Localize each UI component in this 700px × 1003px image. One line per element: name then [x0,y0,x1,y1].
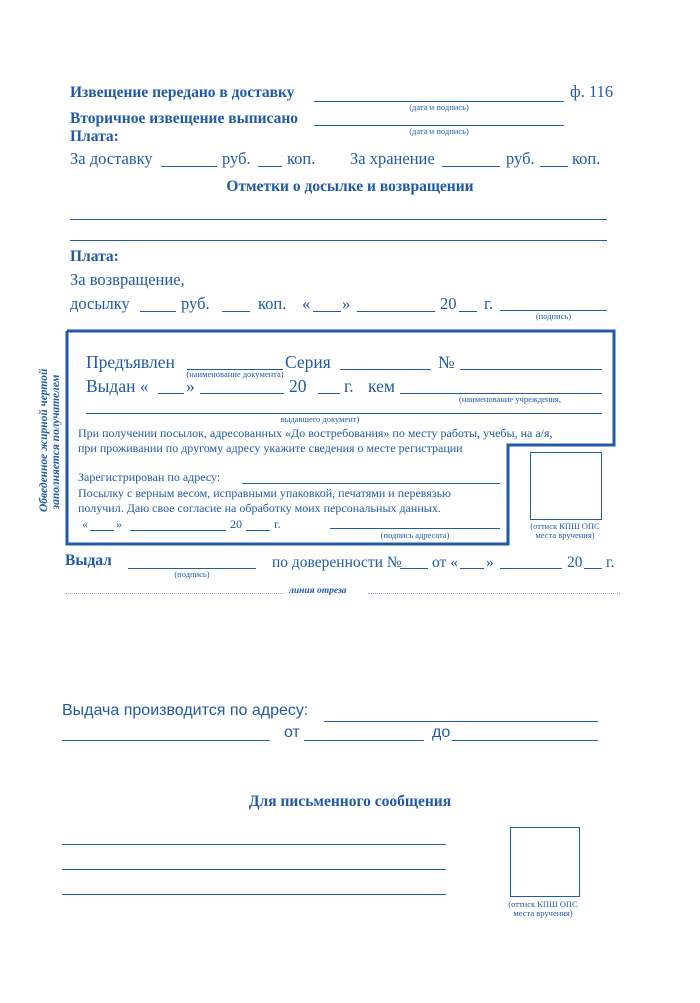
registered-address-field[interactable] [242,483,500,484]
from-label: от [284,724,300,741]
by-whom-label: кем [368,376,395,396]
sign-caption: (подпись) [535,311,572,321]
number-label: № [438,352,455,372]
proxy-number-field[interactable] [400,568,428,569]
address-field[interactable] [324,721,598,722]
consent-line-1: Посылку с верным весом, исправными упаковкой, печатями и перевязью [78,486,452,500]
consent-line-2: получил. Даю свое согласие на обработку моих персональных данных. [78,501,441,515]
secondary-notice-label: Вторичное извещение выписано [70,110,299,127]
kop-label: коп. [258,294,287,313]
institution-caption: (наименование учреждения, [459,394,561,404]
quote-close: » [342,294,351,313]
notice-sent-label: Извещение передано в доставку [70,84,295,101]
message-line-3[interactable] [62,894,446,895]
year-suffix: г. [344,376,354,396]
consent-day-field[interactable] [90,530,114,531]
series-label: Серия [285,352,331,372]
cut-line-label: линия отреза [289,586,347,596]
payment-title: Плата: [70,128,119,145]
date-year-suffix: г. [274,517,281,531]
sign-caption: (подпись) [174,569,210,579]
quote-close: » [486,554,494,571]
cut-line-right [368,593,620,594]
number-field[interactable] [460,369,602,370]
date-sign-caption: (дата и подпись) [409,102,469,112]
rub-label: руб. [506,149,535,168]
stamp-caption-bottom-2: места вручения) [513,908,573,918]
stamp-caption-2: места вручения) [535,530,595,540]
form-number: ф. 116 [570,82,614,101]
storage-label: За хранение [350,149,435,168]
issued-year-field[interactable] [318,393,340,394]
date-year-prefix: 20 [230,517,242,531]
to-field[interactable] [452,740,598,741]
from-label: от « [432,554,458,571]
stamp-box [530,452,602,520]
addressee-sign-field[interactable] [330,528,500,529]
address-label: Выдача производится по адресу: [62,702,309,719]
year-suffix: г. [484,294,494,313]
document-name-caption: (наименование документа) [186,369,284,379]
addressee-sign-caption: (подпись адресата) [380,530,450,540]
consent-month-field[interactable] [130,530,226,531]
presented-label: Предъявлен [86,352,175,372]
message-line-2[interactable] [62,869,446,870]
issuer-caption: выдавшего документ) [280,414,360,424]
stamp-caption-bottom-1: (оттиск КПШ ОПС [508,899,578,909]
date-sign-caption: (дата и подпись) [409,126,469,136]
side-note-line-1: Обведенное жирной чертой [38,368,50,512]
to-label: до [432,724,451,741]
kop-label: коп. [287,149,316,168]
quote-open: « [302,294,311,313]
stamp-box-bottom [510,827,580,897]
kop-label: коп. [572,149,601,168]
message-line-1[interactable] [62,844,446,845]
instruction-line-1: При получении посылок, адресованных «До востребования» по месту работы, учебы, на а/я, [78,426,553,440]
message-title: Для письменного сообщения [248,793,452,810]
stamp-caption-1: (оттиск КПШ ОПС [530,521,600,531]
forward-payment-title: Плата: [70,248,119,265]
from-field[interactable] [304,740,424,741]
quote-close: » [186,376,195,396]
year-prefix: 20 [289,376,307,396]
registered-label: Зарегистрирован по адресу: [78,470,221,484]
proxy-year-field[interactable] [584,568,602,569]
year-suffix: г. [606,554,615,571]
series-field[interactable] [340,369,431,370]
proxy-day-field[interactable] [460,568,484,569]
forward-label: досылку [70,294,130,313]
forwarding-title: Отметки о досылке и возвращении [226,178,474,195]
side-note-line-2: заполняется получателем [50,374,62,510]
year-prefix: 20 [567,554,583,571]
date-quote-open: « [82,517,88,531]
consent-year-field[interactable] [246,530,270,531]
issued-by-label: Выдал [65,552,112,569]
year-prefix: 20 [440,294,457,313]
delivery-label: За доставку [70,149,153,168]
issued-month-field[interactable] [200,393,284,394]
issued-day-field[interactable] [158,393,184,394]
rub-label: руб. [222,149,251,168]
cut-line-left [65,593,283,594]
date-quote-close: » [116,517,122,531]
rub-label: руб. [181,294,210,313]
address-field-2[interactable] [62,740,270,741]
instruction-line-2: при проживании по другому адресу укажите сведения о месте регистрации [78,441,463,455]
proxy-label: по доверенности № [272,554,402,571]
proxy-month-field[interactable] [500,568,562,569]
return-label: За возвращение, [70,270,185,289]
issued-label: Выдан « [86,376,149,396]
